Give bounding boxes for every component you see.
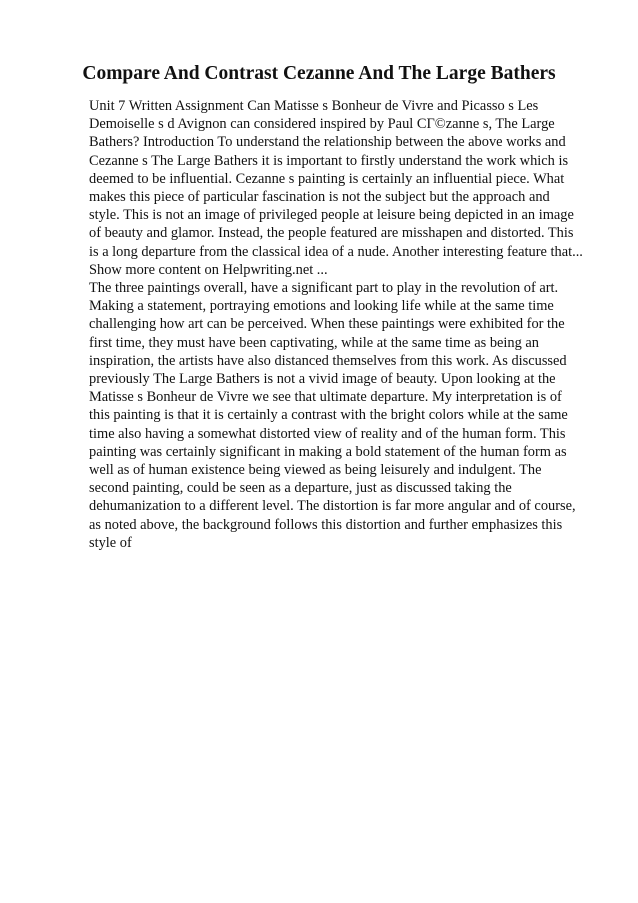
- body-line: Making a statement, portraying emotions and looking life while at the same time: [89, 298, 554, 315]
- body-line: time also having a somewhat distorted view of reality and of the human form. This: [89, 425, 566, 442]
- show-more-line: Show more content on Helpwriting.net ...: [89, 261, 328, 278]
- body-line: second painting, could be seen as a departure, just as discussed taking the: [89, 480, 512, 497]
- body-line: previously The Large Bathers is not a vivid image of beauty. Upon looking at the: [89, 371, 556, 388]
- body-line: The three paintings overall, have a significant part to play in the revolution of art.: [89, 280, 559, 297]
- body-line: Cezanne s The Large Bathers it is important to firstly understand the work which is: [89, 152, 569, 169]
- body-line: Demoiselle s d Avignon can considered inspired by Paul CГ©zanne s, The Large: [89, 116, 555, 133]
- body-line: well as of human existence being viewed as being leisurely and indulgent. The: [89, 462, 542, 479]
- document-title: Compare And Contrast Cezanne And The Large Bathers: [82, 63, 556, 84]
- body-line: inspiration, the artists have also distanced themselves from this work. As discussed: [89, 352, 567, 369]
- body-line: makes this piece of particular fascination is not the subject but the approach and: [89, 189, 550, 206]
- body-line: style of: [89, 534, 132, 551]
- body-line: dehumanization to a different level. The distortion is far more angular and of course,: [89, 498, 576, 515]
- body-line: Unit 7 Written Assignment Can Matisse s Bonheur de Vivre and Picasso s Les: [89, 98, 539, 114]
- body-line: Matisse s Bonheur de Vivre we see that ultimate departure. My interpretation is of: [89, 389, 562, 406]
- body-line: Bathers? Introduction To understand the relationship between the above works and: [89, 134, 566, 151]
- body-line: as noted above, the background follows this distortion and further emphasizes this: [89, 516, 563, 533]
- body-line: first time, they must have been captivating, while at the same time as being an: [89, 334, 539, 351]
- body-line: is a long departure from the classical idea of a nude. Another interesting feature that...: [89, 243, 583, 260]
- body-line: challenging how art can be perceived. When these paintings were exhibited for the: [89, 316, 565, 333]
- body-line: of beauty and glamor. Instead, the people featured are misshapen and distorted. This: [89, 225, 574, 242]
- body-line: style. This is not an image of privileged people at leisure being depicted in an image: [89, 207, 574, 224]
- body-line: painting was certainly significant in making a bold statement of the human form as: [89, 443, 567, 460]
- body-line: this painting is that it is certainly a contrast with the bright colors while at the same: [89, 407, 568, 424]
- body-line: deemed to be influential. Cezanne s painting is certainly an influential piece. What: [89, 170, 565, 187]
- document-body: [89, 97, 609, 552]
